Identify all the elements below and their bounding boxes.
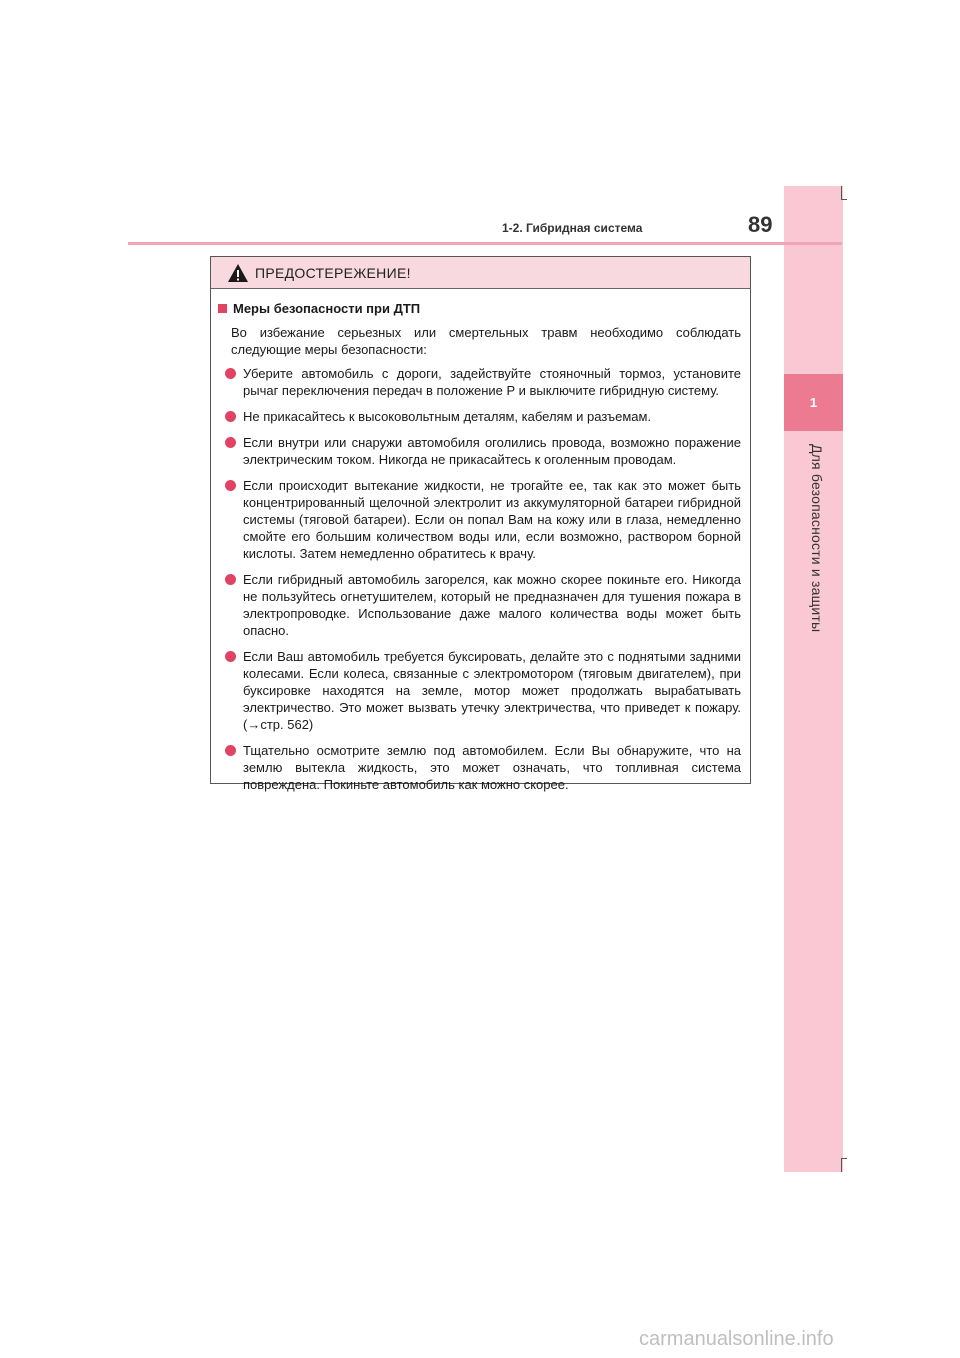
list-item: Тщательно осмотрите землю под автомобилем. Если Вы обнаружите, что на землю вытекла жидкость, это может означать, что топливная система повреждена. Покиньте автомобиль как можно скорее. <box>218 742 741 793</box>
bullet-dot-icon <box>225 437 236 448</box>
warning-triangle-icon <box>227 263 249 283</box>
bullet-dot-icon <box>225 368 236 379</box>
chapter-label: Для безопасности и защиты <box>809 444 825 633</box>
warning-body <box>211 289 750 793</box>
bullet-dot-icon <box>225 480 236 491</box>
bullet-dot-icon <box>225 745 236 756</box>
chapter-number: 1 <box>784 374 843 431</box>
warning-box <box>210 256 751 792</box>
chapter-side-tab <box>784 186 843 1172</box>
crop-mark-bottom-tick <box>841 1158 847 1159</box>
list-item: Уберите автомобиль с дороги, задействуйте стояночный тормоз, установите рычаг переключения передач в положение P и выключите гибридную систему. <box>218 365 741 399</box>
list-item: Если гибридный автомобиль загорелся, как можно скорее покиньте его. Никогда не пользуйтесь огнетушителем, который не предназначен для тушения пожара в электропроводке. Использование даже малого количества воды может быть опасно. <box>218 571 741 639</box>
warning-title: ПРЕДОСТЕРЕЖЕНИЕ! <box>255 264 411 281</box>
page-number: 89 <box>748 212 773 237</box>
intro-paragraph: Во избежание серьезных или смертельных травм необходимо соблюдать следующие меры безопасности: <box>231 325 741 357</box>
bullet-dot-icon <box>225 651 236 662</box>
crop-mark-top-tick <box>841 199 847 200</box>
list-item: Если происходит вытекание жидкости, не трогайте ее, так как это может быть концентрированный щелочной электролит из аккумуляторной батареи гибридной системы (тяговой батареи). Если он попал Вам на кожу или в глаза, немедленно смойте его большим количеством воды или, если возможно, раствором борной кислоты. Затем немедленно обратитесь к врачу. <box>218 477 741 562</box>
square-bullet-icon <box>218 304 227 313</box>
header-rule <box>128 242 842 245</box>
list-item: Если Ваш автомобиль требуется буксировать, делайте это с поднятыми задними колесами. Если колеса, связанные с электромотором (тяговым двигателем), при буксировке находятся на земле, мотор может продолжать вырабатывать электричество. Это может вызвать утечку электричества, что приведет к пожару. (→стр. 562) <box>218 648 741 733</box>
bullet-dot-icon <box>225 411 236 422</box>
section-heading-text: Меры безопасности при ДТП <box>233 301 421 316</box>
section-title: 1-2. Гибридная система <box>502 221 643 235</box>
list-item: Не прикасайтесь к высоковольтным деталям, кабелям и разъемам. <box>218 408 741 425</box>
watermark: carmanualsonline.info <box>639 1328 834 1350</box>
list-item: Если внутри или снаружи автомобиля оголились провода, возможно поражение электрическим током. Никогда не прикасайтесь к оголенным проводам. <box>218 434 741 468</box>
warning-header <box>211 257 750 289</box>
crop-mark-bottom <box>841 1158 842 1172</box>
bullet-dot-icon <box>225 574 236 585</box>
section-heading <box>218 300 741 317</box>
safety-list <box>218 365 741 793</box>
crop-mark-top <box>841 186 842 200</box>
